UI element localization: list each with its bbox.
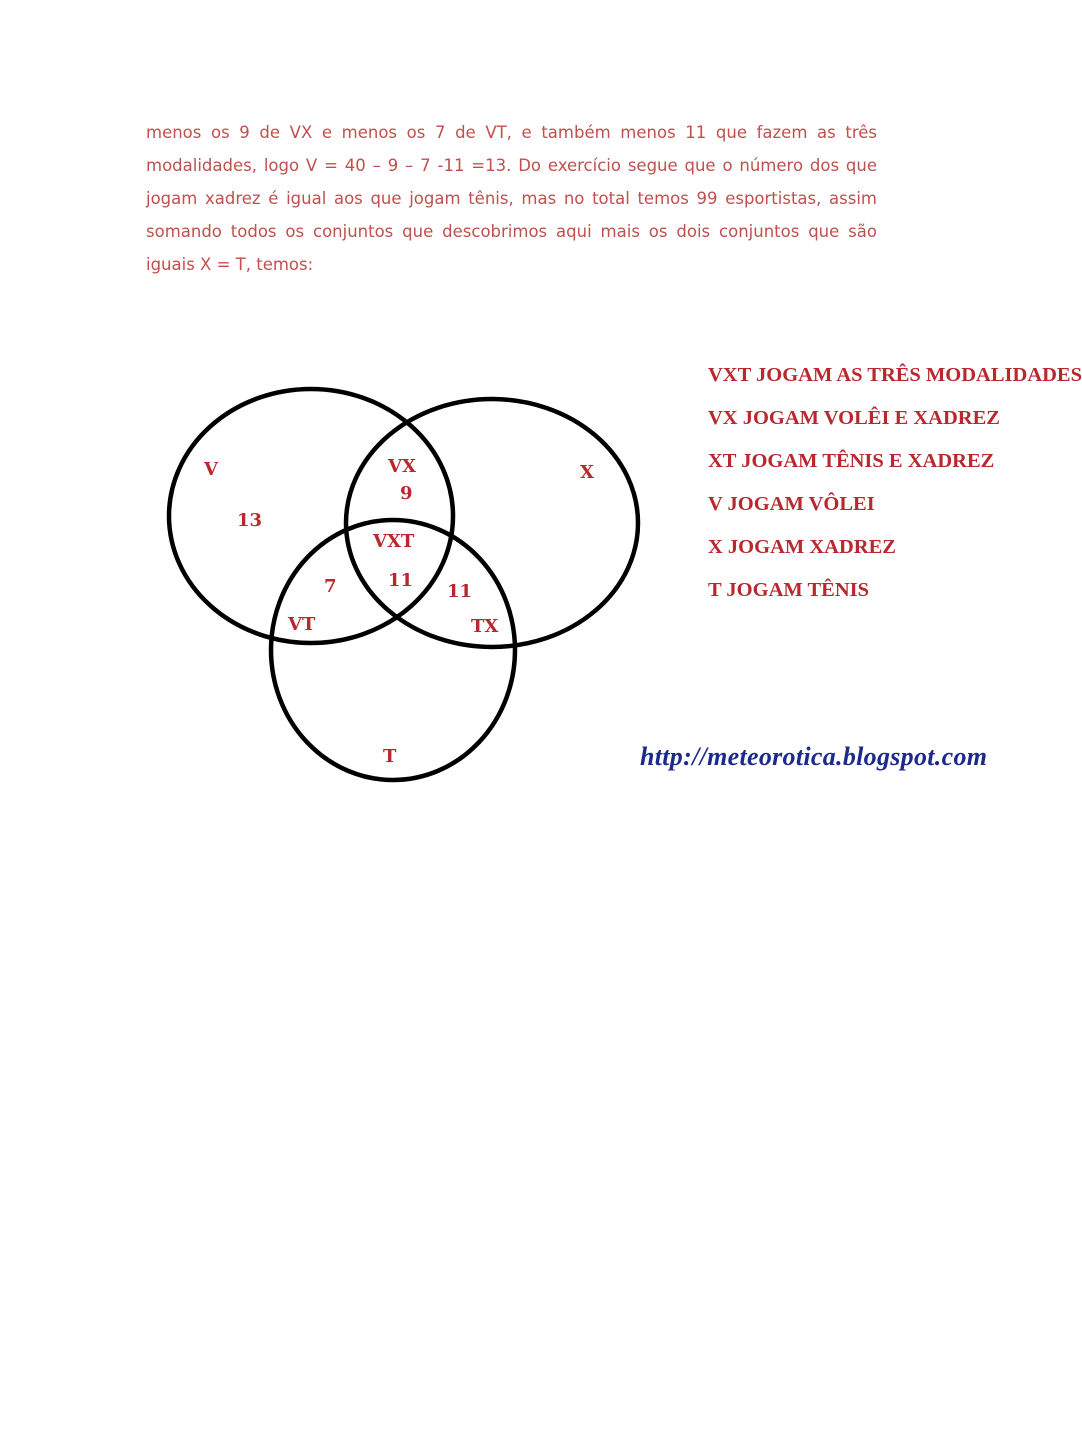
legend-item: T JOGAM TÊNIS (708, 579, 870, 601)
set-label-v: V (204, 459, 218, 480)
region-label-vxt: VXT (373, 531, 415, 552)
venn-figure (0, 330, 1082, 800)
legend-item: XT JOGAM TÊNIS E XADREZ (708, 450, 995, 472)
legend-item: V JOGAM VÔLEI (708, 493, 875, 515)
region-label-vx: VX (388, 456, 416, 477)
circle-v (169, 389, 453, 643)
circle-x (346, 399, 638, 647)
body-paragraph: menos os 9 de VX e menos os 7 de VT, e também menos 11 que fazem as três modalidades, logo V = 40 – 9 – 7 -11 =13. Do exercício segue que o número dos que jogam xadrez é igual aos que jogam tênis, mas no total temos 99 esportistas, assim somando todos os conjuntos que descobrimos aqui mais os dois conjuntos que são iguais X = T, temos: (146, 123, 877, 274)
watermark-url: http://meteorotica.blogspot.com (640, 742, 988, 771)
legend-item: VX JOGAM VOLÊI E XADREZ (708, 407, 1000, 429)
legend-item: VXT JOGAM AS TRÊS MODALIDADES (708, 364, 1082, 386)
value-vx: 9 (400, 483, 413, 504)
value-vt: 7 (324, 576, 337, 597)
legend-item: X JOGAM XADREZ (708, 536, 896, 558)
set-label-x: X (580, 462, 594, 483)
region-label-vt: VT (288, 614, 316, 635)
circle-t (271, 520, 515, 780)
value-v-only: 13 (237, 510, 263, 531)
set-label-t: T (383, 746, 397, 767)
legend-list (708, 360, 1082, 618)
region-label-tx: TX (471, 616, 499, 637)
value-vxt: 11 (388, 570, 414, 591)
value-tx: 11 (447, 581, 473, 602)
